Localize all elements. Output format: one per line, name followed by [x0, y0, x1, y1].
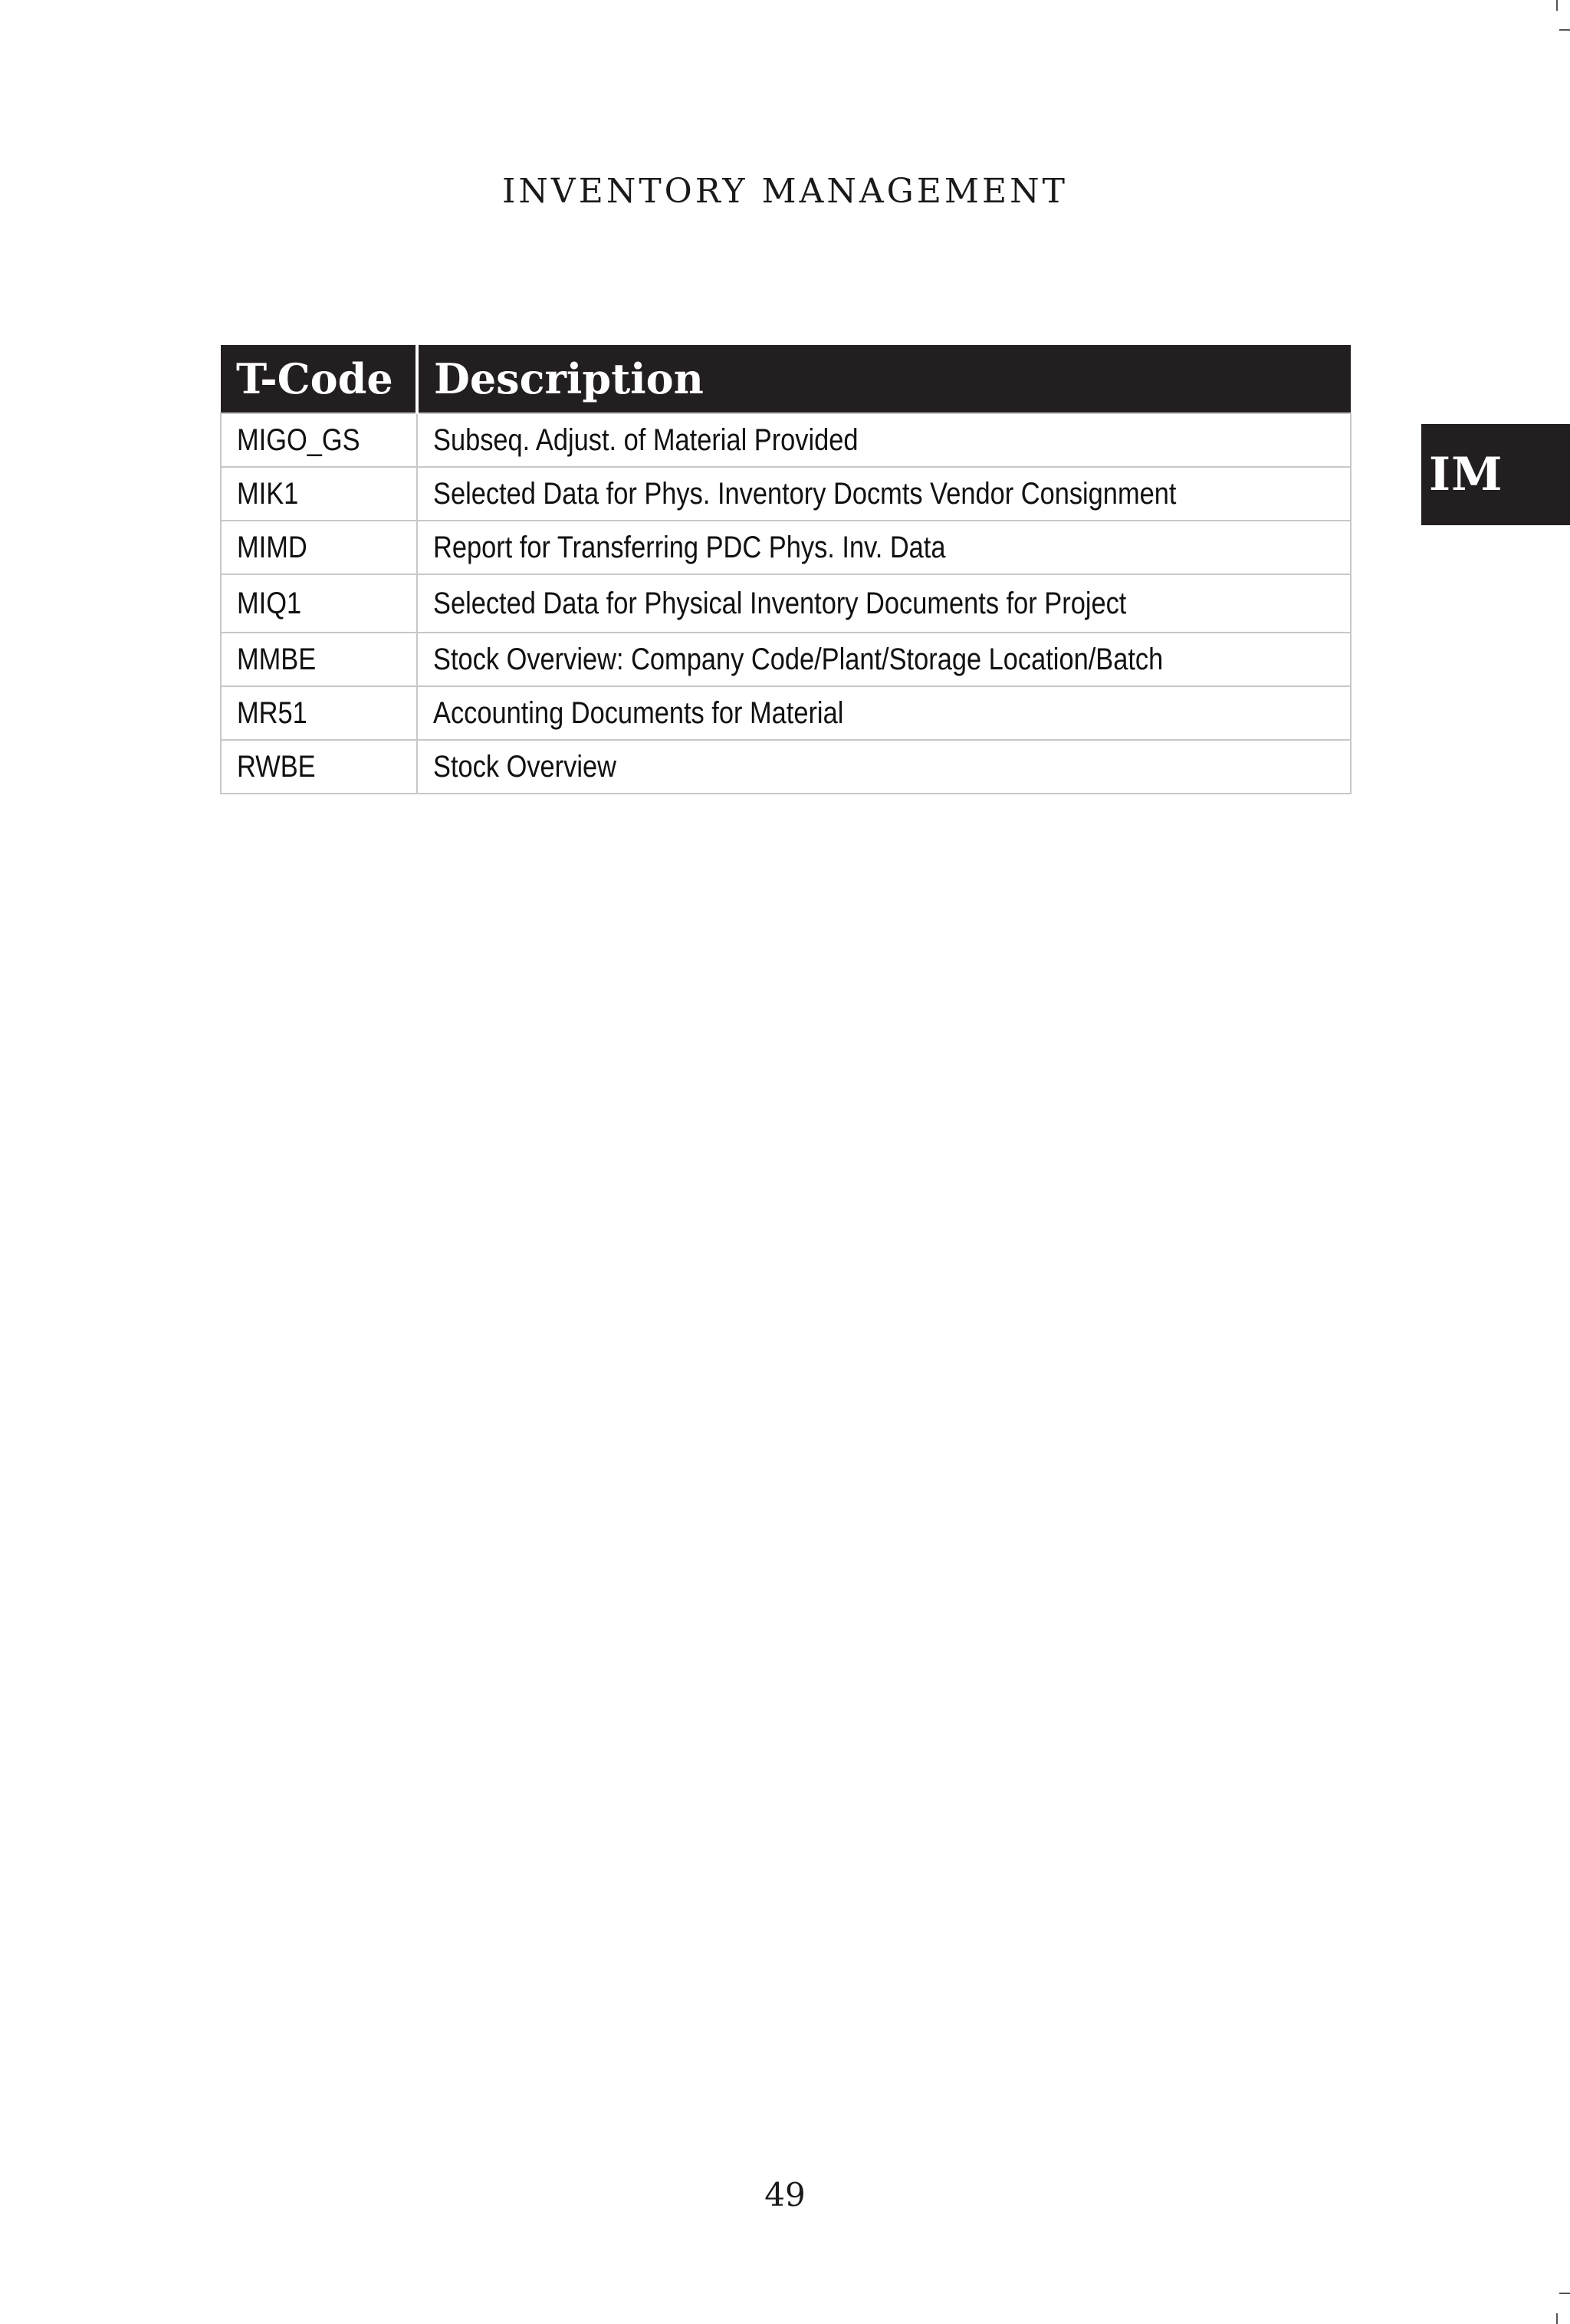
description-cell: Stock Overview: Company Code/Plant/Storage Location/Batch: [417, 633, 1351, 686]
column-header-tcode: T-Code: [221, 345, 417, 413]
table-row: [221, 633, 1351, 686]
tcode-cell: MMBE: [221, 633, 417, 686]
tcode-cell: MR51: [221, 686, 417, 740]
running-head-title: INVENTORY MANAGEMENT: [502, 172, 1068, 211]
table-row: [221, 574, 1351, 633]
table-row: [221, 686, 1351, 740]
section-tab-marker: IM: [1421, 424, 1570, 525]
table-row: [221, 413, 1351, 467]
table-row: [221, 740, 1351, 794]
crop-mark-bottom-horizontal: [1559, 2293, 1570, 2294]
description-cell: Subseq. Adjust. of Material Provided: [417, 413, 1351, 467]
table-header-row: [221, 345, 1351, 413]
description-cell: Selected Data for Physical Inventory Documents for Project: [417, 574, 1351, 633]
description-cell: Accounting Documents for Material: [417, 686, 1351, 740]
column-header-description: Description: [417, 345, 1351, 413]
table-row: [221, 467, 1351, 521]
crop-mark-top-vertical: [1556, 0, 1558, 11]
tcode-table: [220, 345, 1352, 794]
table-row: [221, 521, 1351, 574]
crop-mark-top-horizontal: [1559, 29, 1570, 31]
tcode-cell: MIK1: [221, 467, 417, 521]
tcode-cell: RWBE: [221, 740, 417, 794]
description-cell: Report for Transferring PDC Phys. Inv. Data: [417, 521, 1351, 574]
tcode-cell: MIQ1: [221, 574, 417, 633]
page-number: 49: [764, 2176, 806, 2214]
tcode-cell: MIMD: [221, 521, 417, 574]
crop-mark-bottom-vertical: [1556, 2313, 1558, 2324]
description-cell: Stock Overview: [417, 740, 1351, 794]
description-cell: Selected Data for Phys. Inventory Docmts Vendor Consignment: [417, 467, 1351, 521]
tcode-cell: MIGO_GS: [221, 413, 417, 467]
